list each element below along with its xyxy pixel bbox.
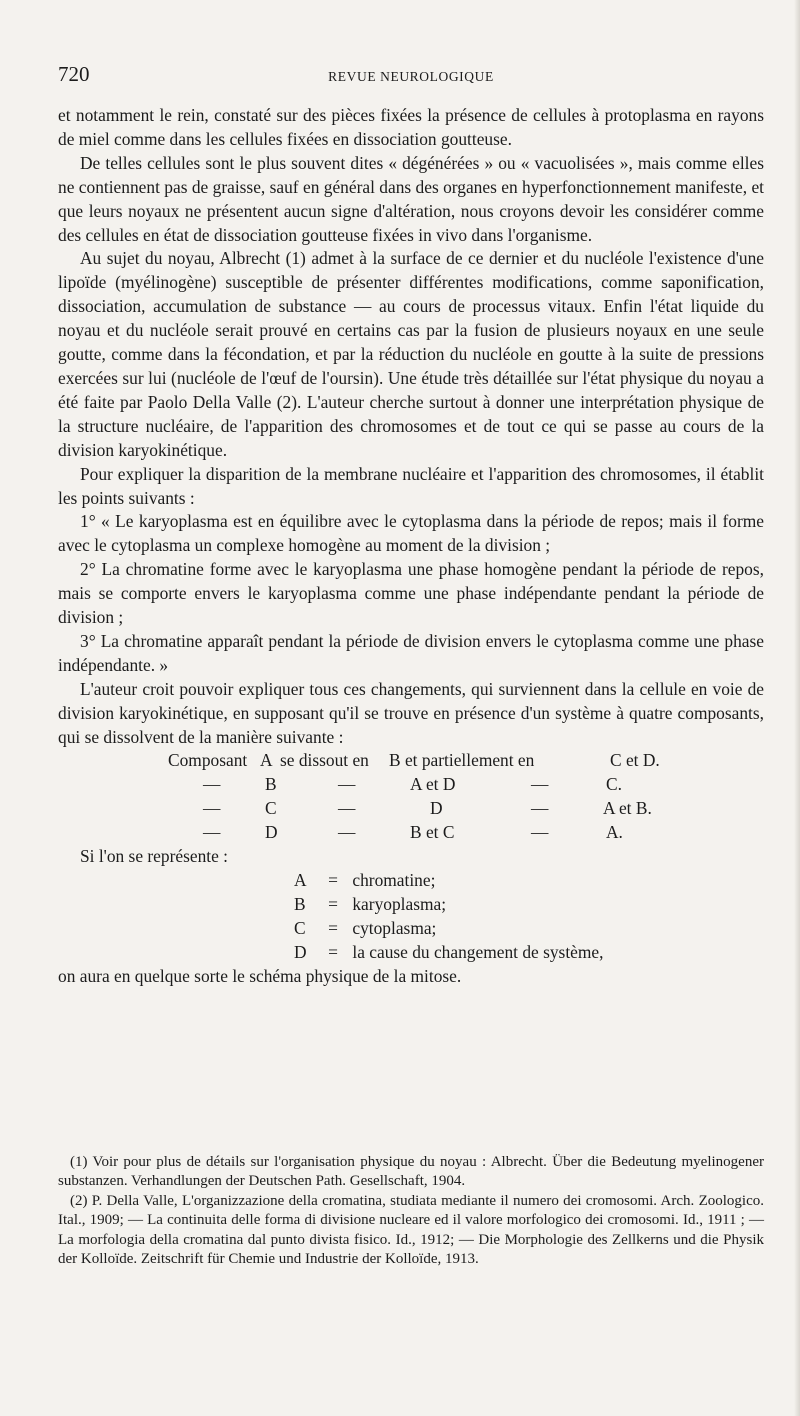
footnote-1: (1) Voir pour plus de détails sur l'organisation physique du noyau : Albrecht. Über die Bedeutung myelinogener substanzen. Verhandlungen der Deutschen Path. Gesellschaft, 1904. [58,1154,764,1190]
table-cell: — [203,822,221,843]
article-body [58,104,764,989]
footnotes [58,1153,764,1269]
running-title: REVUE NEUROLOGIQUE [328,69,494,84]
legend-meaning: la cause du changement de système, [352,942,604,963]
table-cell: C et D. [610,750,660,771]
legend-equals: = [328,894,338,915]
scan-edge [794,0,800,1416]
legend-row [294,893,446,917]
paragraph-cells: De telles cellules sont le plus souvent dites « dégénérées » ou « vacuolisées », mais comme elles ne contiennent pas de graisse, sauf en général dans des organes en hyperfonctionnement manifeste, et que leurs noyaux ne présentent aucun signe d'altération, nous croyons devoir les considérer comme des cellules en état de dissociation goutteuse fixées in vivo dans l'organisme. [58,152,764,245]
closing-line: on aura en quelque sorte le schéma physique de la mitose. [58,966,462,987]
si-line: Si l'on se représente : [80,846,229,867]
legend-row [294,941,603,965]
legend-meaning: karyoplasma; [352,894,447,915]
table-row [58,773,764,797]
legend-letter: B [294,894,306,915]
paragraph-auteur: L'auteur croit pouvoir expliquer tous ces changements, qui surviennent dans la cellule en voie de division karyokinétique, en supposant qu'il se trouve en présence d'un système à quatre composants, qui se dissolvent de la manière suivante : [58,678,764,747]
footnote-2: (2) P. Della Valle, L'organizzazione della cromatina, studiata mediante il numero dei cromosomi. Arch. Zoologico. Ital., 1909; — La continuita delle forma di divisione nucleare ed il valore morfologico dei cromosomi. Id., 1911 ; — La morfologia della cromatina dal punto divista fisico. Id., 1912; — Die Morphologie des Zellkerns und die Physik der Kolloïde. Zeitschrift für Chemie und Industrie der Kolloïde, 1913. [58,1192,764,1268]
table-cell: B et partiellement en [389,750,535,771]
legend-letter: A [294,870,307,891]
table-cell: C [265,798,277,819]
page-header [58,62,764,92]
legend-row [294,917,436,941]
legend-row [294,869,435,893]
table-cell: A [260,750,273,771]
table-cell: — [531,798,549,819]
point-1: 1° « Le karyoplasma est en équilibre avec le cytoplasma dans la période de repos; mais il forme avec le cytoplasma un complexe homogène au moment de la division ; [58,511,764,556]
table-row [58,749,764,773]
legend-letter: D [294,942,307,963]
table-cell: B [265,774,277,795]
paragraph-continuation: et notamment le rein, constaté sur des pièces fixées la présence de cellules à protoplasma en rayons de miel comme dans les cellules fixées en dissociation goutteuse. [58,105,764,149]
legend-letter: C [294,918,306,939]
legend-meaning: cytoplasma; [352,918,437,939]
paragraph-noyau: Au sujet du noyau, Albrecht (1) admet à la surface de ce dernier et du nucléole l'existence d'une lipoïde (myélinogène) susceptible de présenter différentes modifications, comme saponification, dissociation, accumulation de substance — au cours de processus vitaux. Enfin l'état liquide du noyau et du nucléole serait prouvé en certains cas par la fusion de plusieurs noyaux en une seule goutte, comme dans la fécondation, et par la réduction du nucléole en goutte à la suite de pressions exercées sur lui (nucléole de l'œuf de l'oursin). Une étude très détaillée sur l'état physique du noyau a été faite par Paolo Della Valle (2). L'auteur cherche surtout à donner une interprétation physique de la structure nucléaire, de l'apparition des chromosomes et de tout ce qui se passe au cours de la division karyokinétique. [58,248,764,460]
table-cell: — [338,822,356,843]
table-cell: — [531,774,549,795]
legend-equals: = [328,870,338,891]
legend-equals: = [328,942,338,963]
table-cell: A et B. [603,798,652,819]
table-cell: — [531,822,549,843]
table-cell: A et D [410,774,456,795]
table-cell: — [203,774,221,795]
page-number: 720 [58,62,90,86]
paragraph-disparition: Pour expliquer la disparition de la membrane nucléaire et l'apparition des chromosomes, il établit les points suivants : [58,463,764,508]
table-cell: C. [606,774,622,795]
legend-meaning: chromatine; [352,870,436,891]
table-cell: — [338,774,356,795]
point-2: 2° La chromatine forme avec le karyoplasma une phase homogène pendant la période de repos, mais se comporte envers le karyoplasma comme une phase indépendante pendant la période de division ; [58,559,764,628]
table-cell: D [265,822,278,843]
table-cell: se dissout en [280,750,369,771]
table-cell: A. [606,822,623,843]
table-cell: — [203,798,221,819]
table-row [58,797,764,821]
table-cell: — [338,798,356,819]
symbol-legend [58,869,764,965]
table-cell: D [430,798,443,819]
point-3: 3° La chromatine apparaît pendant la période de division envers le cytoplasma comme une phase indépendante. » [58,630,764,675]
component-table [58,749,764,845]
table-cell: B et C [410,822,455,843]
table-row [58,821,764,845]
legend-equals: = [328,918,338,939]
table-cell: Composant [168,750,248,771]
